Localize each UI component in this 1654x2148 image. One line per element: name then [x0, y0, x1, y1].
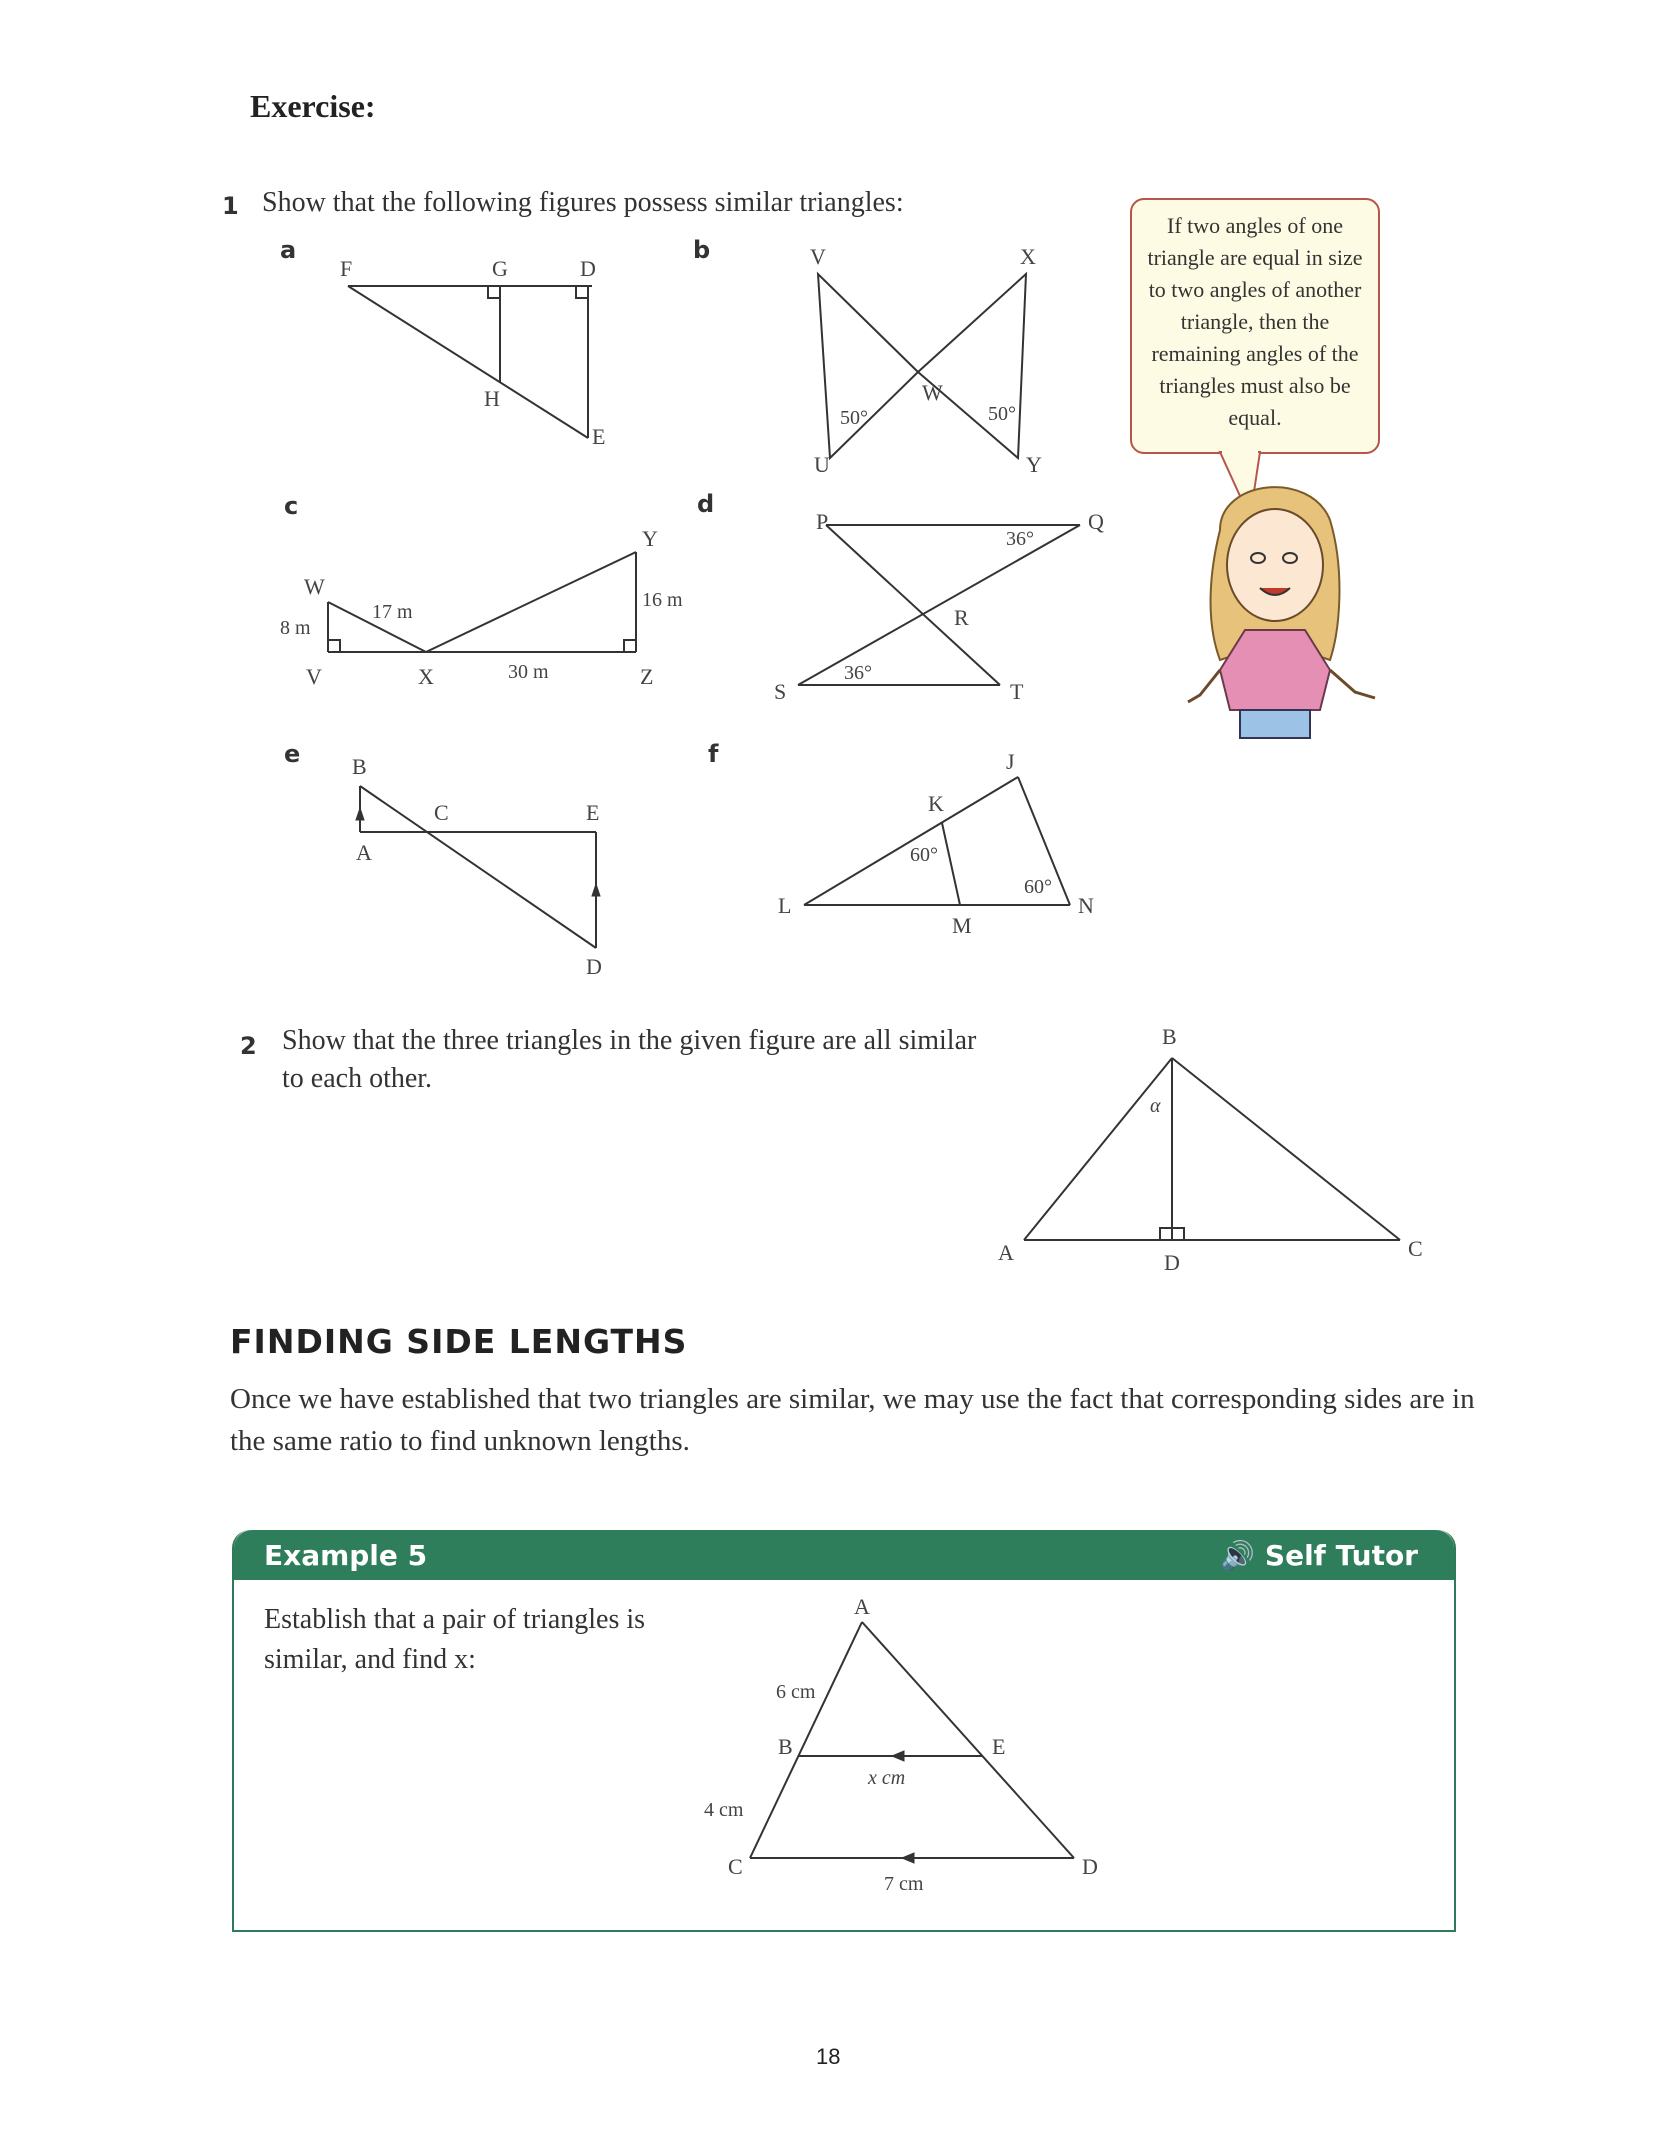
- fig-q2-label-c: C: [1408, 1236, 1423, 1261]
- self-tutor-label: Self Tutor: [1264, 1539, 1418, 1572]
- page-number: 18: [816, 2044, 841, 2069]
- figure-c: [270, 520, 710, 690]
- figure-f: [770, 745, 1110, 935]
- fig-c-length-17: 17 m: [372, 601, 413, 623]
- exercise-heading: Exercise:: [250, 88, 376, 124]
- fig-e-label-e: E: [586, 800, 600, 825]
- fig-b-angle-1: 50°: [840, 407, 868, 429]
- fig-q2-label-d: D: [1164, 1250, 1180, 1275]
- example-label-x: x cm: [868, 1767, 906, 1789]
- fig-c-length-30: 30 m: [508, 661, 549, 683]
- figure-q2: [980, 1020, 1440, 1280]
- subpart-b: b: [693, 236, 711, 264]
- example-prompt: Establish that a pair of triangles is similar, and find x:: [264, 1604, 646, 1675]
- question-2-number: 2: [240, 1032, 257, 1060]
- figure-b: [800, 240, 1080, 490]
- fig-e-label-b: B: [352, 754, 367, 779]
- fig-a-label-e: E: [592, 424, 606, 449]
- subpart-a: a: [280, 236, 297, 264]
- subpart-d: d: [697, 490, 715, 518]
- fig-e-label-d: D: [586, 954, 602, 979]
- fig-f-angle-1: 60°: [910, 844, 938, 866]
- example-label-e: E: [992, 1734, 1006, 1759]
- fig-f-angle-2: 60°: [1024, 876, 1052, 898]
- fig-q2-label-a: A: [998, 1240, 1014, 1265]
- section-text: Once we have established that two triangles are similar, we may use the fact that corresponding sides are in the same ratio to find unknown lengths.: [230, 1383, 1475, 1457]
- tip-text: If two angles of one triangle are equal in size to two angles of another triangle, then the remaining angles of the triangles must also be equal.: [1147, 213, 1363, 430]
- fig-a-label-d: D: [580, 256, 596, 281]
- fig-q2-label-b: B: [1162, 1024, 1177, 1049]
- fig-c-label-x: X: [418, 664, 434, 689]
- fig-d-label-q: Q: [1088, 509, 1104, 534]
- self-tutor-button[interactable]: [1220, 1539, 1418, 1572]
- section-title: FINDING SIDE LENGTHS: [230, 1322, 688, 1361]
- fig-b-angle-2: 50°: [988, 403, 1016, 425]
- fig-f-label-k: K: [928, 791, 944, 816]
- example-label-b: B: [778, 1734, 793, 1759]
- fig-d-angle-2: 36°: [844, 662, 872, 684]
- question-2-text: Show that the three triangles in the given figure are all similar to each other.: [282, 1025, 977, 1094]
- fig-c-label-z: Z: [640, 664, 654, 689]
- tip-bubble: [1130, 198, 1380, 454]
- fig-q2-angle-alpha: α: [1150, 1095, 1161, 1117]
- fig-d-angle-1: 36°: [1006, 528, 1034, 550]
- subpart-c: c: [284, 492, 299, 520]
- fig-a-label-g: G: [492, 256, 508, 281]
- example-label-c: C: [728, 1854, 743, 1879]
- example-label-6cm: 6 cm: [776, 1681, 816, 1703]
- fig-e-label-c: C: [434, 800, 449, 825]
- subpart-f: f: [708, 740, 719, 768]
- example-title: Example 5: [264, 1539, 428, 1572]
- fig-f-label-j: J: [1006, 749, 1015, 774]
- figure-a: [320, 250, 650, 460]
- fig-f-label-l: L: [778, 893, 792, 918]
- fig-b-label-u: U: [814, 452, 830, 477]
- example-figure: [684, 1590, 1144, 1910]
- speaker-icon: 🔊: [1220, 1539, 1256, 1572]
- fig-b-label-v: V: [810, 244, 826, 269]
- fig-d-label-r: R: [954, 605, 969, 630]
- question-1-number: 1: [222, 192, 239, 220]
- fig-f-label-n: N: [1078, 893, 1094, 918]
- figure-e: [330, 750, 630, 990]
- figure-d: [760, 505, 1120, 705]
- fig-a-label-f: F: [340, 256, 353, 281]
- fig-d-label-t: T: [1010, 679, 1024, 704]
- example-label-d: D: [1082, 1854, 1098, 1879]
- example-label-a: A: [854, 1594, 870, 1619]
- fig-c-label-v: V: [306, 664, 322, 689]
- example-label-4cm: 4 cm: [704, 1799, 744, 1821]
- example-label-7cm: 7 cm: [884, 1873, 924, 1895]
- question-1-text: Show that the following figures possess similar triangles:: [262, 187, 904, 218]
- fig-c-length-8: 8 m: [280, 617, 311, 639]
- fig-b-label-w: W: [922, 380, 943, 405]
- example-header: [234, 1530, 1454, 1580]
- subpart-e: e: [284, 740, 301, 768]
- cartoon-girl-illustration: [1180, 470, 1410, 750]
- fig-b-label-x: X: [1020, 244, 1036, 269]
- example-box: [232, 1530, 1456, 1932]
- fig-c-label-w: W: [304, 574, 325, 599]
- fig-c-length-16: 16 m: [642, 589, 683, 611]
- fig-e-label-a: A: [356, 840, 372, 865]
- fig-d-label-p: P: [816, 509, 829, 534]
- fig-d-label-s: S: [774, 679, 787, 704]
- fig-b-label-y: Y: [1026, 452, 1042, 477]
- fig-f-label-m: M: [952, 913, 972, 935]
- fig-c-label-y: Y: [642, 526, 658, 551]
- fig-a-label-h: H: [484, 386, 500, 411]
